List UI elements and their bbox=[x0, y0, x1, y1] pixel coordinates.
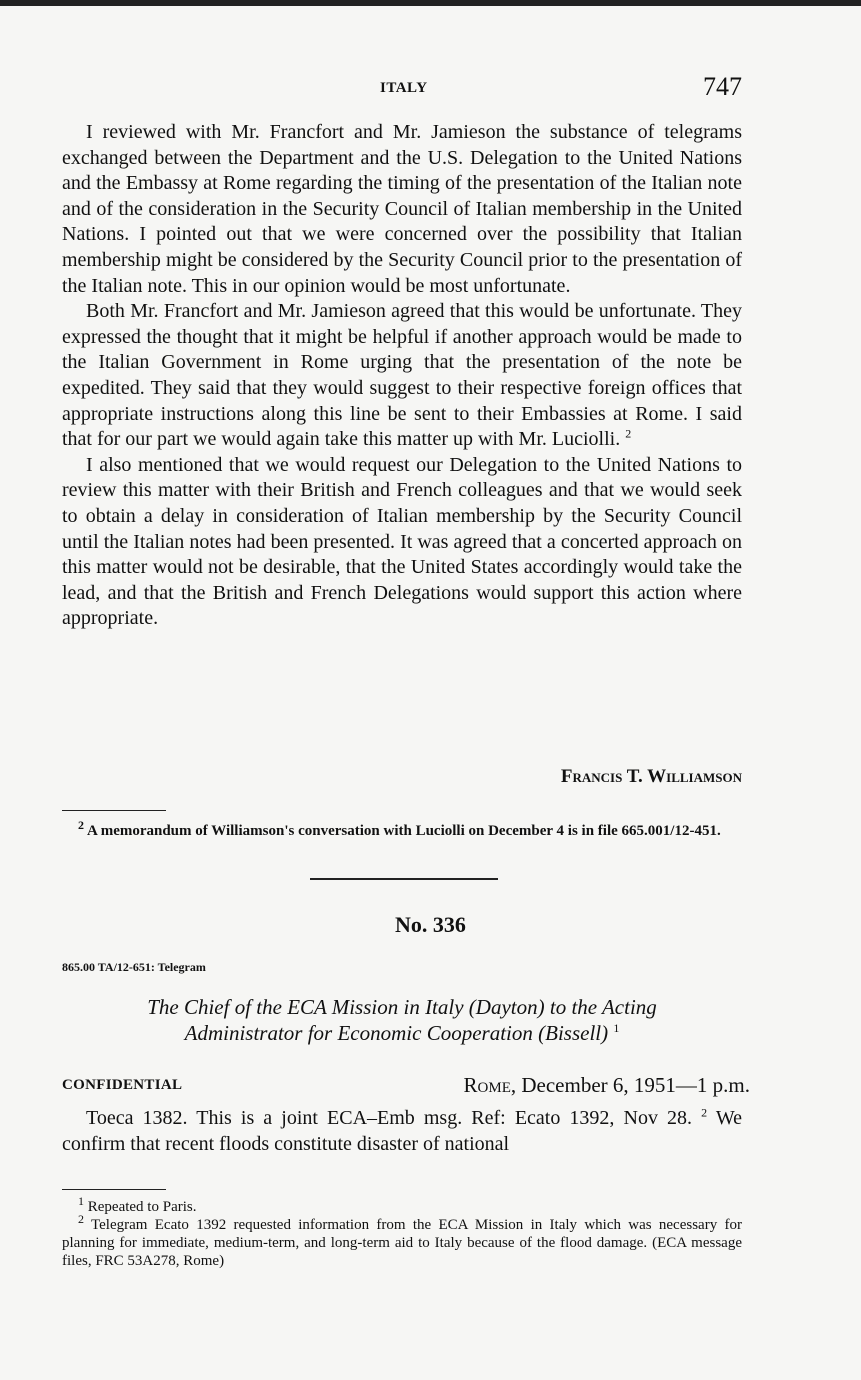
footnote-marker: 1 bbox=[78, 1194, 84, 1208]
page-number: 747 bbox=[703, 72, 742, 101]
footnote-body: Telegram Ecato 1392 requested information from the ECA Mission in Italy which was necessary for planning for immediate, medium-term, and long-term aid to Italy because of the flood damage. (ECA message files, FRC 53A278, Rome) bbox=[62, 1217, 742, 1269]
footnote-text bbox=[62, 1194, 742, 1216]
footnote-ref: 1 bbox=[613, 1021, 620, 1035]
memo-body bbox=[62, 120, 742, 632]
date: December 6, 1951—1 p.m. bbox=[521, 1073, 750, 1097]
footnote-text bbox=[62, 1212, 742, 1270]
paragraph-text: Toeca 1382. This is a joint ECA–Emb msg. Ref: Ecato 1392, Nov 28. bbox=[86, 1107, 693, 1129]
document-number: No. 336 bbox=[395, 912, 466, 937]
footnote-text bbox=[62, 818, 742, 840]
file-reference: 865.00 TA/12-651: Telegram bbox=[62, 960, 206, 974]
running-header: ITALY bbox=[380, 80, 428, 96]
place: Rome, bbox=[463, 1073, 517, 1097]
title-line bbox=[62, 1020, 742, 1046]
footnote-rule bbox=[62, 810, 166, 811]
paragraph: I also mentioned that we would request our Delegation to the United Nations to review this matter with their British and French colleagues and that we would seek to obtain a delay in consideration of Italian membership by the Security Council until the Italian notes had been presented. It was agreed that a concerted approach on this matter would not be desirable, that the United States accordingly would take the lead, and that the British and French Delegations would support this action where appropriate. bbox=[62, 453, 742, 630]
footnote-ref: 2 bbox=[625, 426, 632, 441]
footnotes bbox=[62, 1194, 742, 1270]
footnote-marker: 2 bbox=[78, 1212, 84, 1226]
dateline bbox=[464, 1073, 750, 1098]
footnote-marker: 2 bbox=[78, 818, 84, 832]
section-divider bbox=[310, 878, 498, 880]
page-top-edge bbox=[0, 0, 861, 6]
document-title bbox=[62, 994, 742, 1046]
paragraph bbox=[62, 1106, 742, 1157]
footnote-ref: 2 bbox=[701, 1105, 708, 1120]
classification: CONFIDENTIAL bbox=[62, 1077, 183, 1093]
signature: Francis T. Williamson bbox=[560, 766, 742, 787]
title-line: The Chief of the ECA Mission in Italy (Dayton) to the Acting bbox=[147, 995, 657, 1019]
footnote-body: Repeated to Paris. bbox=[87, 1199, 197, 1215]
paragraph bbox=[62, 299, 742, 453]
footnote-rule bbox=[62, 1189, 166, 1190]
paragraph-text: We confirm that recent floods constitute disaster of national bbox=[62, 1107, 743, 1155]
footnote bbox=[62, 818, 742, 840]
title-text: Administrator for Economic Cooperation (Bissell) bbox=[184, 1021, 609, 1045]
paragraph-text: Both Mr. Francfort and Mr. Jamieson agreed that this would be unfortunate. They expressed the thought that it might be helpful if another approach would be made to the Italian Government in Rome urging that the presentation of the note be expedited. They said that they would suggest to their respective foreign offices that appropriate instructions along this line be sent to their Embassies at Rome. I said that for our part we would again take this matter up with Mr. Luciolli. bbox=[62, 300, 742, 451]
footnote-body: A memorandum of Williamson's conversation with Luciolli on December 4 is in file 665.001/12-451. bbox=[86, 823, 721, 839]
telegram-body bbox=[62, 1106, 742, 1157]
paragraph: I reviewed with Mr. Francfort and Mr. Jamieson the substance of telegrams exchanged between the Department and the U.S. Delegation to the United Nations and the Embassy at Rome regarding the timing of the presentation of the Italian note and of the consideration in the Security Council of Italian membership in the United Nations. I pointed out that we were concerned over the possibility that Italian membership might be considered by the Security Council prior to the presentation of the Italian note. This in our opinion would be most unfortunate. bbox=[62, 121, 742, 297]
